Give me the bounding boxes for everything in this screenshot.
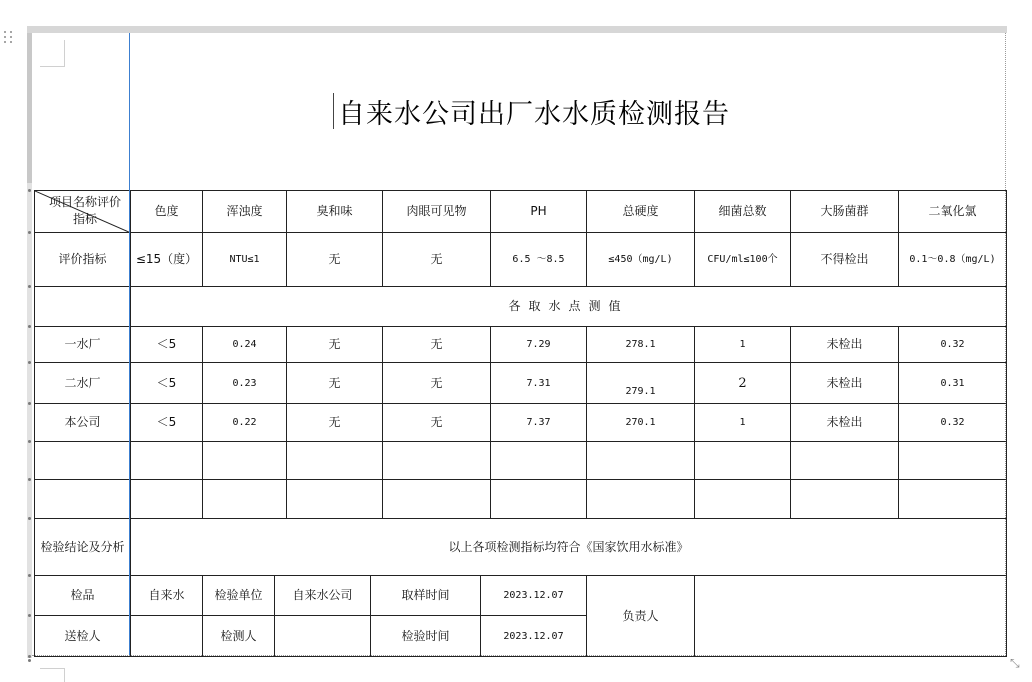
column-header[interactable] bbox=[286, 190, 382, 232]
inspection-time-value-text: 2023.12.07 bbox=[503, 630, 564, 642]
standard-value-cell[interactable] bbox=[790, 232, 898, 286]
standard-value-cell-text: ≤450（mg/L) bbox=[608, 254, 673, 265]
measurement-value-cell-text: 7.31 bbox=[526, 377, 551, 389]
standard-value-cell-text: NTU≤1 bbox=[229, 254, 260, 265]
measurement-value-cell[interactable] bbox=[586, 326, 694, 362]
section-header-spacer[interactable] bbox=[34, 286, 130, 326]
measurement-value-cell[interactable] bbox=[130, 362, 202, 403]
measurement-value-cell[interactable] bbox=[694, 326, 790, 362]
tester-value[interactable] bbox=[274, 615, 370, 657]
measurement-value-cell-text: 1 bbox=[739, 417, 746, 428]
column-header-text: 肉眼可见物 bbox=[406, 204, 467, 218]
measurement-value-cell[interactable] bbox=[202, 403, 286, 441]
column-header-text: 细菌总数 bbox=[718, 204, 767, 218]
measurement-value-cell-text: 2 bbox=[738, 375, 747, 391]
measurement-value-cell-text: 未检出 bbox=[826, 375, 863, 390]
measurement-value-cell[interactable] bbox=[694, 362, 790, 403]
row-marker[interactable] bbox=[28, 325, 31, 328]
measurement-value-cell-text: 279.1 bbox=[625, 386, 656, 397]
measurement-row-label[interactable] bbox=[34, 362, 130, 403]
measurement-row-label[interactable] bbox=[34, 326, 130, 362]
responsible-label[interactable] bbox=[586, 575, 694, 657]
report-title[interactable]: 自来水公司出厂水水质检测报告 bbox=[338, 99, 730, 130]
measurement-value-cell-text: 0.22 bbox=[232, 417, 257, 428]
sampling-time-label-text: 取样时间 bbox=[401, 588, 450, 602]
measurement-value-cell-text: 0.32 bbox=[940, 339, 965, 350]
page-corner-mark-top bbox=[40, 40, 65, 67]
row-marker[interactable] bbox=[28, 189, 31, 192]
empty-cell[interactable] bbox=[286, 479, 382, 518]
section-header-text: 各取水点测值 bbox=[508, 299, 629, 313]
measurement-value-cell-text: 无 bbox=[328, 375, 341, 390]
sampling-time-value[interactable] bbox=[480, 575, 586, 615]
measurement-value-cell[interactable] bbox=[382, 326, 490, 362]
empty-cell[interactable] bbox=[586, 441, 694, 479]
row-marker[interactable] bbox=[28, 478, 31, 481]
row-marker[interactable] bbox=[28, 659, 31, 662]
measurement-value-cell-text: 未检出 bbox=[826, 415, 863, 429]
empty-cell[interactable] bbox=[34, 479, 130, 518]
standard-value-cell-text: 无 bbox=[328, 252, 341, 266]
inspection-time-label[interactable] bbox=[370, 615, 480, 657]
report-table[interactable] bbox=[34, 190, 1006, 656]
standard-row-label[interactable] bbox=[34, 232, 130, 286]
empty-cell[interactable] bbox=[694, 441, 790, 479]
header-corner-label: 项目名称评价指标 bbox=[48, 195, 121, 226]
standard-value-cell[interactable] bbox=[130, 232, 202, 286]
table-resize-icon[interactable]: ⤡ bbox=[1010, 656, 1020, 670]
column-header[interactable] bbox=[202, 190, 286, 232]
measurement-value-cell[interactable] bbox=[202, 362, 286, 403]
row-marker[interactable] bbox=[28, 361, 31, 364]
empty-cell[interactable] bbox=[130, 441, 202, 479]
measurement-row-label[interactable] bbox=[34, 403, 130, 441]
inspection-unit-label-text: 检验单位 bbox=[214, 588, 263, 602]
column-header-text: 色度 bbox=[154, 204, 179, 218]
measurement-value-cell-text: ＜5 bbox=[156, 375, 177, 390]
sample-value-text: 自来水 bbox=[148, 588, 185, 602]
measurement-value-cell-text: 7.29 bbox=[526, 339, 551, 350]
column-header[interactable] bbox=[382, 190, 490, 232]
page-corner-mark-bottom bbox=[40, 668, 65, 682]
measurement-value-cell[interactable] bbox=[694, 403, 790, 441]
measurement-value-cell-text: 0.31 bbox=[940, 377, 965, 389]
measurement-value-cell[interactable] bbox=[286, 326, 382, 362]
column-header[interactable] bbox=[586, 190, 694, 232]
column-guide-line bbox=[129, 33, 130, 655]
measurement-value-cell[interactable] bbox=[286, 403, 382, 441]
measurement-value-cell-text: ＜5 bbox=[156, 337, 177, 351]
measurement-value-cell-text: 278.1 bbox=[625, 339, 656, 350]
measurement-value-cell-text: 270.1 bbox=[625, 417, 656, 428]
empty-cell[interactable] bbox=[898, 441, 1007, 479]
measurement-value-cell[interactable] bbox=[130, 403, 202, 441]
submitter-value[interactable] bbox=[130, 615, 202, 657]
measurement-value-cell-text: ＜5 bbox=[156, 415, 177, 429]
measurement-value-cell[interactable] bbox=[898, 403, 1007, 441]
measurement-value-cell[interactable] bbox=[286, 362, 382, 403]
standard-value-cell[interactable] bbox=[490, 232, 586, 286]
page-top-bar bbox=[27, 26, 1007, 33]
submitter-label-text: 送检人 bbox=[64, 628, 101, 643]
standard-value-cell-text: 0.1～0.8（mg/L) bbox=[909, 254, 996, 265]
measurement-value-cell-text: 无 bbox=[430, 375, 443, 390]
sample-value[interactable] bbox=[130, 575, 202, 615]
standard-value-cell[interactable] bbox=[202, 232, 286, 286]
measurement-value-cell-text: 无 bbox=[430, 337, 443, 351]
section-header[interactable] bbox=[130, 286, 1007, 326]
measurement-value-cell[interactable] bbox=[586, 362, 694, 403]
responsible-label-text: 负责人 bbox=[622, 608, 659, 623]
inspection-unit-value[interactable] bbox=[274, 575, 370, 615]
measurement-value-cell-text: 0.32 bbox=[940, 417, 965, 428]
measurement-value-cell-text: 无 bbox=[430, 415, 443, 429]
row-marker[interactable] bbox=[28, 440, 31, 443]
standard-value-cell[interactable] bbox=[898, 232, 1007, 286]
measurement-value-cell[interactable] bbox=[790, 362, 898, 403]
conclusion-label[interactable] bbox=[34, 518, 130, 575]
inspection-time-label-text: 检验时间 bbox=[401, 628, 450, 643]
measurement-value-cell-text: 1 bbox=[739, 339, 746, 350]
empty-cell[interactable] bbox=[202, 441, 286, 479]
standard-value-cell-text: CFU/ml≤100个 bbox=[707, 254, 778, 265]
row-marker[interactable] bbox=[28, 614, 31, 617]
column-header-text: 臭和味 bbox=[316, 204, 353, 218]
measurement-value-cell[interactable] bbox=[382, 362, 490, 403]
measurement-row-label-text: 一水厂 bbox=[64, 337, 101, 351]
column-header-text: 二氧化氯 bbox=[928, 204, 977, 218]
sample-label[interactable] bbox=[34, 575, 130, 615]
conclusion-text[interactable] bbox=[130, 518, 1007, 575]
empty-cell[interactable] bbox=[586, 479, 694, 518]
sample-label-text: 检品 bbox=[70, 588, 95, 602]
empty-cell[interactable] bbox=[694, 479, 790, 518]
measurement-value-cell[interactable] bbox=[202, 326, 286, 362]
submitter-label[interactable] bbox=[34, 615, 130, 657]
measurement-value-cell-text: 无 bbox=[328, 415, 341, 429]
empty-cell[interactable] bbox=[790, 441, 898, 479]
column-header[interactable] bbox=[898, 190, 1007, 232]
measurement-value-cell[interactable] bbox=[490, 403, 586, 441]
standard-value-cell-text: 无 bbox=[430, 252, 443, 266]
conclusion-label-text: 检验结论及分析 bbox=[40, 539, 125, 554]
inspection-unit-value-text: 自来水公司 bbox=[292, 588, 353, 602]
empty-cell[interactable] bbox=[790, 479, 898, 518]
sampling-time-value-text: 2023.12.07 bbox=[503, 590, 564, 601]
empty-cell[interactable] bbox=[382, 479, 490, 518]
empty-cell[interactable] bbox=[898, 479, 1007, 518]
standard-value-cell-text: 6.5 ～8.5 bbox=[512, 254, 565, 265]
column-header-text: 总硬度 bbox=[622, 204, 659, 218]
conclusion-text-text: 以上各项检测指标均符合《国家饮用水标准》 bbox=[448, 539, 689, 554]
empty-cell[interactable] bbox=[490, 479, 586, 518]
column-header[interactable] bbox=[490, 190, 586, 232]
column-header[interactable] bbox=[694, 190, 790, 232]
measurement-row-label-text: 本公司 bbox=[64, 415, 101, 429]
row-marker[interactable] bbox=[28, 231, 31, 234]
column-header[interactable] bbox=[130, 190, 202, 232]
tester-label[interactable] bbox=[202, 615, 274, 657]
measurement-value-cell[interactable] bbox=[130, 326, 202, 362]
sampling-time-label[interactable] bbox=[370, 575, 480, 615]
empty-cell[interactable] bbox=[490, 441, 586, 479]
empty-cell[interactable] bbox=[382, 441, 490, 479]
standard-value-cell[interactable] bbox=[286, 232, 382, 286]
column-header-text: 浑浊度 bbox=[226, 204, 263, 218]
row-marker[interactable] bbox=[28, 285, 31, 288]
standard-value-cell[interactable] bbox=[586, 232, 694, 286]
standard-row-label-text: 评价指标 bbox=[58, 252, 107, 266]
inspection-time-value[interactable] bbox=[480, 615, 586, 657]
header-corner-cell[interactable] bbox=[34, 190, 130, 232]
inspection-unit-label[interactable] bbox=[202, 575, 274, 615]
measurement-value-cell[interactable] bbox=[382, 403, 490, 441]
standard-value-cell[interactable] bbox=[694, 232, 790, 286]
standard-value-cell-text: ≤15（度） bbox=[135, 252, 198, 266]
row-marker[interactable] bbox=[28, 574, 31, 577]
row-marker[interactable] bbox=[28, 655, 31, 658]
measurement-value-cell-text: 0.23 bbox=[232, 377, 257, 389]
measurement-value-cell[interactable] bbox=[790, 326, 898, 362]
measurement-value-cell-text: 0.24 bbox=[232, 339, 257, 350]
measurement-value-cell[interactable] bbox=[586, 403, 694, 441]
column-header[interactable] bbox=[790, 190, 898, 232]
column-header-text: 大肠菌群 bbox=[820, 204, 869, 218]
measurement-value-cell[interactable] bbox=[790, 403, 898, 441]
standard-value-cell-text: 不得检出 bbox=[820, 252, 869, 266]
table-drag-handle-icon[interactable] bbox=[4, 31, 16, 45]
tester-label-text: 检测人 bbox=[220, 628, 257, 643]
measurement-value-cell-text: 未检出 bbox=[826, 337, 863, 351]
measurement-value-cell[interactable] bbox=[898, 362, 1007, 403]
empty-cell[interactable] bbox=[202, 479, 286, 518]
measurement-value-cell[interactable] bbox=[490, 326, 586, 362]
standard-value-cell[interactable] bbox=[382, 232, 490, 286]
column-header-text: PH bbox=[530, 204, 547, 218]
responsible-value[interactable] bbox=[694, 575, 1007, 657]
measurement-row-label-text: 二水厂 bbox=[64, 375, 101, 390]
measurement-value-cell[interactable] bbox=[898, 326, 1007, 362]
measurement-value-cell-text: 无 bbox=[328, 337, 341, 351]
row-marker[interactable] bbox=[28, 402, 31, 405]
text-cursor bbox=[333, 93, 334, 129]
empty-cell[interactable] bbox=[130, 479, 202, 518]
empty-cell[interactable] bbox=[34, 441, 130, 479]
row-marker[interactable] bbox=[28, 517, 31, 520]
measurement-value-cell[interactable] bbox=[490, 362, 586, 403]
measurement-value-cell-text: 7.37 bbox=[526, 417, 551, 428]
empty-cell[interactable] bbox=[286, 441, 382, 479]
